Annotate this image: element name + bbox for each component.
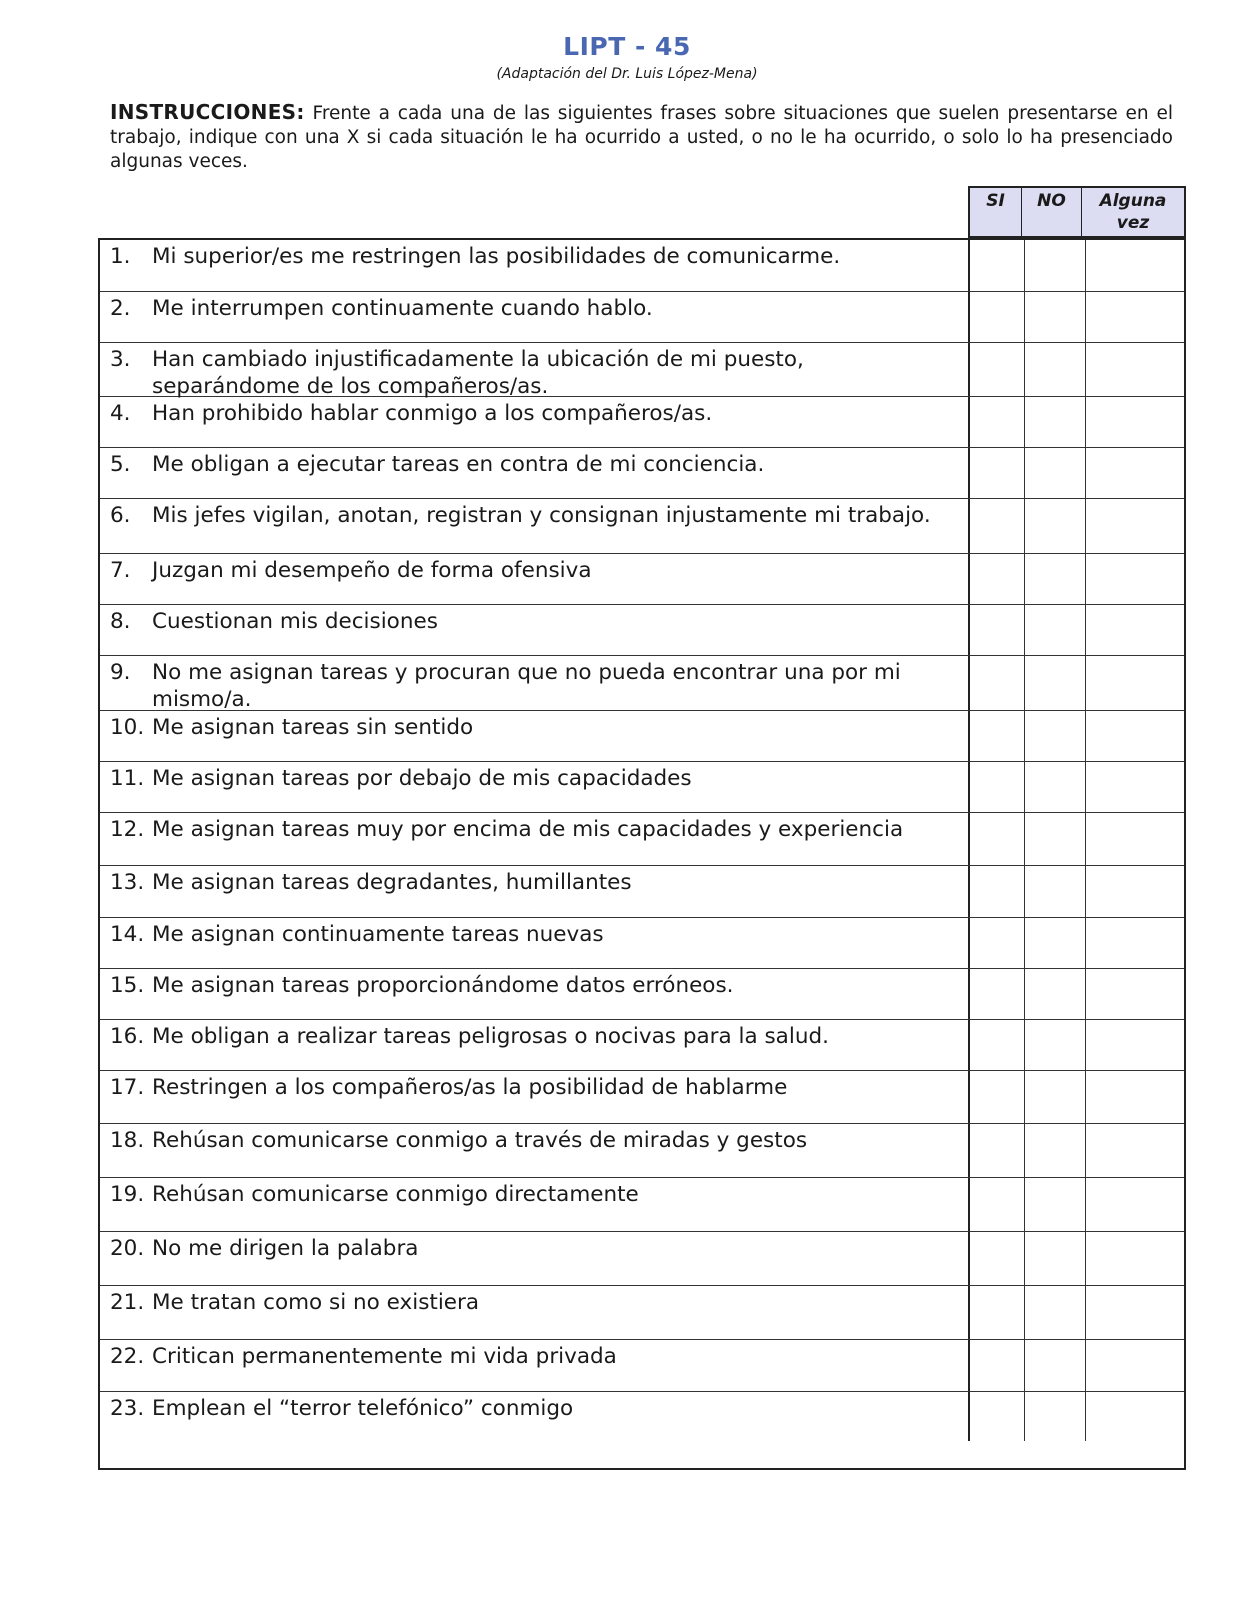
answer-alguna-vez-cell[interactable] [1086, 1286, 1184, 1339]
answer-si-cell[interactable] [970, 969, 1025, 1019]
question-number: 20. [110, 1236, 145, 1261]
answer-si-cell[interactable] [970, 499, 1025, 553]
table-row [100, 240, 1184, 292]
answer-alguna-vez-cell[interactable] [1086, 448, 1184, 498]
answer-no-cell[interactable] [1025, 656, 1086, 710]
question-number: 12. [110, 817, 145, 842]
answer-si-cell[interactable] [970, 656, 1025, 710]
question-cell [100, 292, 970, 342]
question-cell [100, 1340, 970, 1391]
table-row [100, 1071, 1184, 1124]
answer-alguna-vez-cell[interactable] [1086, 1071, 1184, 1123]
answer-alguna-vez-cell[interactable] [1086, 605, 1184, 655]
answer-alguna-vez-cell[interactable] [1086, 343, 1184, 396]
answer-no-cell[interactable] [1025, 499, 1086, 553]
question-number: 1. [110, 244, 131, 269]
question-number: 4. [110, 401, 131, 426]
table-row [100, 343, 1184, 397]
question-text: Me asignan tareas degradantes, humillantes [152, 870, 632, 895]
question-cell [100, 343, 970, 399]
answer-no-cell[interactable] [1025, 448, 1086, 498]
question-cell [100, 969, 970, 1019]
table-row [100, 969, 1184, 1020]
answer-si-cell[interactable] [970, 397, 1025, 447]
question-cell [100, 762, 970, 812]
question-text: Han cambiado injustificadamente la ubicación de mi puesto, separándome de los compañeros/as. [152, 347, 804, 399]
table-row [100, 1124, 1184, 1178]
table-row [100, 866, 1184, 918]
table-row [100, 813, 1184, 866]
answer-no-cell[interactable] [1025, 343, 1086, 396]
document-subtitle: (Adaptación del Dr. Luis López-Mena) [496, 66, 758, 82]
question-text: Me obligan a realizar tareas peligrosas o nocivas para la salud. [152, 1024, 829, 1049]
question-cell [100, 656, 970, 710]
answer-alguna-vez-cell[interactable] [1086, 1124, 1184, 1177]
answer-alguna-vez-cell[interactable] [1086, 918, 1184, 968]
question-text: Emplean el “terror telefónico” conmigo [152, 1396, 574, 1421]
question-text: Critican permanentemente mi vida privada [152, 1344, 617, 1369]
table-row [100, 499, 1184, 554]
answer-alguna-vez-cell[interactable] [1086, 397, 1184, 447]
answer-no-cell[interactable] [1025, 554, 1086, 604]
question-text: Mis jefes vigilan, anotan, registran y consignan injustamente mi trabajo. [152, 503, 931, 528]
question-text: Me obligan a ejecutar tareas en contra de mi conciencia. [152, 452, 765, 477]
answer-no-cell[interactable] [1025, 292, 1086, 342]
answer-alguna-vez-cell[interactable] [1086, 1392, 1184, 1441]
question-text: No me asignan tareas y procuran que no pueda encontrar una por mi mismo/a. [152, 660, 901, 712]
question-text: Juzgan mi desempeño de forma ofensiva [152, 558, 592, 583]
answer-alguna-vez-cell[interactable] [1086, 554, 1184, 604]
answer-no-cell[interactable] [1025, 1232, 1086, 1285]
answer-no-cell[interactable] [1025, 1392, 1086, 1441]
answer-si-cell[interactable] [970, 240, 1025, 291]
answer-no-cell[interactable] [1025, 1286, 1086, 1339]
question-text: Han prohibido hablar conmigo a los compañeros/as. [152, 401, 713, 426]
question-cell [100, 813, 970, 865]
answer-no-cell[interactable] [1025, 969, 1086, 1019]
question-number: 15. [110, 973, 145, 998]
question-cell [100, 1286, 970, 1339]
answer-si-cell[interactable] [970, 813, 1025, 865]
question-number: 17. [110, 1075, 145, 1100]
column-header-no: NO [1022, 186, 1082, 238]
answer-si-cell[interactable] [970, 1020, 1025, 1070]
answer-no-cell[interactable] [1025, 866, 1086, 917]
question-text: Me tratan como si no existiera [152, 1290, 480, 1315]
question-number: 19. [110, 1182, 145, 1207]
table-row [100, 762, 1184, 813]
question-text: Rehúsan comunicarse conmigo a través de miradas y gestos [152, 1128, 808, 1153]
answer-no-cell[interactable] [1025, 1020, 1086, 1070]
answer-alguna-vez-cell[interactable] [1086, 656, 1184, 710]
question-number: 3. [110, 347, 131, 372]
answer-no-cell[interactable] [1025, 813, 1086, 865]
instructions-label: INSTRUCCIONES: [110, 100, 305, 124]
answer-si-cell[interactable] [970, 1286, 1025, 1339]
answer-si-cell[interactable] [970, 292, 1025, 342]
answer-si-cell[interactable] [970, 605, 1025, 655]
table-row [100, 656, 1184, 711]
answer-si-cell[interactable] [970, 918, 1025, 968]
answer-si-cell[interactable] [970, 1071, 1025, 1123]
question-text: Me asignan tareas proporcionándome datos erróneos. [152, 973, 734, 998]
answer-alguna-vez-cell[interactable] [1086, 1020, 1184, 1070]
answer-si-cell[interactable] [970, 1340, 1025, 1391]
answer-no-cell[interactable] [1025, 1178, 1086, 1231]
table-row [100, 1020, 1184, 1071]
question-text: Cuestionan mis decisiones [152, 609, 438, 634]
answer-alguna-vez-cell[interactable] [1086, 813, 1184, 865]
answer-no-cell[interactable] [1025, 1124, 1086, 1177]
question-number: 16. [110, 1024, 145, 1049]
question-cell [100, 1232, 970, 1285]
answer-no-cell[interactable] [1025, 397, 1086, 447]
questionnaire-table [98, 238, 1186, 1470]
answer-alguna-vez-cell[interactable] [1086, 1178, 1184, 1231]
answer-si-cell[interactable] [970, 554, 1025, 604]
answer-si-cell[interactable] [970, 762, 1025, 812]
question-text: No me dirigen la palabra [152, 1236, 419, 1261]
question-number: 7. [110, 558, 131, 583]
answer-si-cell[interactable] [970, 1178, 1025, 1231]
question-cell [100, 448, 970, 498]
answer-no-cell[interactable] [1025, 1340, 1086, 1391]
table-row [100, 554, 1184, 605]
table-row [100, 1286, 1184, 1340]
question-text: Mi superior/es me restringen las posibilidades de comunicarme. [152, 244, 841, 269]
question-text: Me asignan tareas muy por encima de mis capacidades y experiencia [152, 817, 904, 842]
question-number: 18. [110, 1128, 145, 1153]
question-text: Restringen a los compañeros/as la posibilidad de hablarme [152, 1075, 788, 1100]
column-header-alguna-vez: Alguna vez [1082, 186, 1186, 238]
answer-no-cell[interactable] [1025, 918, 1086, 968]
question-cell [100, 1178, 970, 1231]
document-title: LIPT - 45 [563, 32, 691, 61]
question-number: 14. [110, 922, 145, 947]
question-text: Me asignan continuamente tareas nuevas [152, 922, 604, 947]
question-cell [100, 1020, 970, 1070]
table-row [100, 397, 1184, 448]
answer-alguna-vez-cell[interactable] [1086, 711, 1184, 761]
question-cell [100, 499, 970, 553]
question-number: 13. [110, 870, 145, 895]
answer-alguna-vez-cell[interactable] [1086, 240, 1184, 291]
question-text: Me interrumpen continuamente cuando hablo. [152, 296, 653, 321]
answer-alguna-vez-cell[interactable] [1086, 1232, 1184, 1285]
answer-no-cell[interactable] [1025, 1071, 1086, 1123]
question-number: 23. [110, 1396, 145, 1421]
question-number: 21. [110, 1290, 145, 1315]
instructions [110, 100, 1173, 174]
table-row [100, 292, 1184, 343]
answer-si-cell[interactable] [970, 1124, 1025, 1177]
question-cell [100, 1124, 970, 1177]
instructions-text: Frente a cada una de las siguientes frases sobre situaciones que suelen presentarse en el trabajo, indique con una X si cada situación le ha ocurrido a usted, o no le ha ocurrido, o solo lo ha presenciado algunas veces. [110, 103, 1173, 172]
question-cell [100, 918, 970, 968]
table-row [100, 448, 1184, 499]
table-row [100, 1340, 1184, 1392]
question-number: 9. [110, 660, 131, 685]
table-row [100, 918, 1184, 969]
question-cell [100, 605, 970, 655]
question-cell [100, 397, 970, 447]
table-row [100, 1232, 1184, 1286]
answer-alguna-vez-cell[interactable] [1086, 292, 1184, 342]
question-number: 8. [110, 609, 131, 634]
answer-si-cell[interactable] [970, 866, 1025, 917]
question-cell [100, 240, 970, 291]
table-row [100, 1392, 1184, 1441]
answer-no-cell[interactable] [1025, 240, 1086, 291]
question-number: 2. [110, 296, 131, 321]
answer-alguna-vez-cell[interactable] [1086, 866, 1184, 917]
table-row [100, 711, 1184, 762]
answer-si-cell[interactable] [970, 343, 1025, 396]
answer-no-cell[interactable] [1025, 762, 1086, 812]
question-text: Me asignan tareas por debajo de mis capacidades [152, 766, 692, 791]
question-number: 6. [110, 503, 131, 528]
answer-si-cell[interactable] [970, 448, 1025, 498]
question-cell [100, 554, 970, 604]
answer-si-cell[interactable] [970, 1232, 1025, 1285]
question-number: 11. [110, 766, 145, 791]
answer-si-cell[interactable] [970, 711, 1025, 761]
question-cell [100, 866, 970, 917]
question-cell [100, 711, 970, 761]
table-row [100, 1178, 1184, 1232]
answer-alguna-vez-cell[interactable] [1086, 499, 1184, 553]
table-row [100, 605, 1184, 656]
question-cell [100, 1392, 970, 1441]
answer-alguna-vez-cell[interactable] [1086, 969, 1184, 1019]
question-number: 5. [110, 452, 131, 477]
answer-alguna-vez-cell[interactable] [1086, 762, 1184, 812]
answer-no-cell[interactable] [1025, 605, 1086, 655]
answer-si-cell[interactable] [970, 1392, 1025, 1441]
question-cell [100, 1071, 970, 1123]
answer-no-cell[interactable] [1025, 711, 1086, 761]
question-number: 10. [110, 715, 145, 740]
question-text: Rehúsan comunicarse conmigo directamente [152, 1182, 639, 1207]
question-text: Me asignan tareas sin sentido [152, 715, 474, 740]
question-number: 22. [110, 1344, 145, 1369]
answer-alguna-vez-cell[interactable] [1086, 1340, 1184, 1391]
column-header-si: SI [968, 186, 1022, 238]
